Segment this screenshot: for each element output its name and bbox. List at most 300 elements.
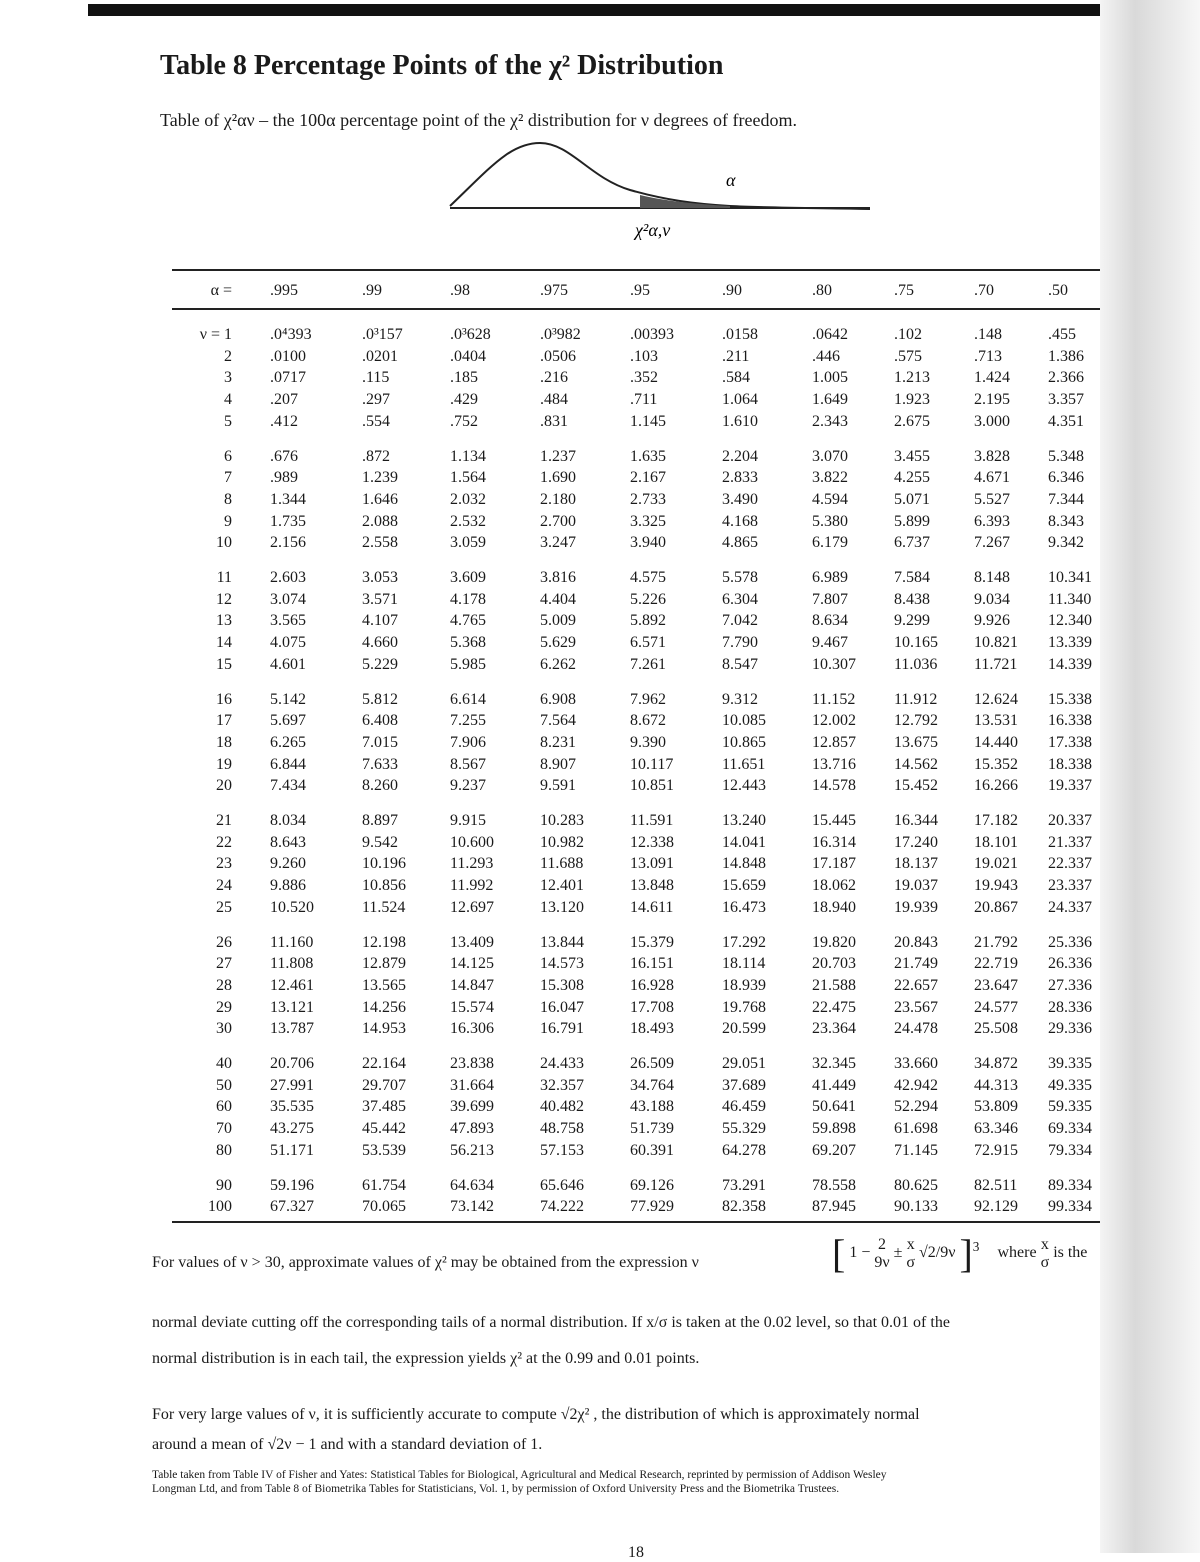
table-cell: 12.338	[630, 833, 674, 851]
table-cell: 4.594	[812, 490, 848, 508]
table-cell: 8.260	[362, 777, 398, 795]
table-cell: .297	[362, 391, 390, 409]
table-cell: 78.558	[812, 1176, 856, 1194]
table-cell: 1.424	[974, 369, 1010, 387]
chi-label: χ²α,ν	[635, 220, 671, 240]
table-cell: 59.196	[270, 1176, 314, 1194]
table-cell: 22.657	[894, 976, 938, 994]
table-cell: 69.207	[812, 1141, 856, 1159]
table-cell: 6.614	[450, 690, 486, 708]
table-cell: 15.659	[722, 877, 766, 895]
table-cell: 27.336	[1048, 976, 1092, 994]
table-cell: .0³982	[540, 326, 581, 343]
table-cell: 19.037	[894, 877, 938, 895]
table-cell: 6.571	[630, 634, 666, 652]
table-cell: 3.455	[894, 447, 930, 465]
table-cell: 2.156	[270, 534, 306, 552]
table-cell: 18.137	[894, 855, 938, 873]
table-cell: 24.337	[1048, 898, 1092, 916]
table-row	[172, 612, 1100, 634]
table-cell: .211	[722, 347, 750, 365]
table-cell: 10.341	[1048, 569, 1092, 586]
degrees-of-freedom-cell: 29	[216, 998, 232, 1016]
table-row	[172, 691, 1100, 713]
table-cell: .207	[270, 391, 298, 409]
table-cell: 1.005	[812, 369, 848, 387]
source-note-line-1: Table taken from Table IV of Fisher and Yates: Statistical Tables for Biological, Agricultural and Medical Research, reprinted by permission of Addison Wesley	[152, 1469, 887, 1481]
table-cell: 12.340	[1048, 612, 1092, 630]
table-cell: 22.475	[812, 998, 856, 1016]
degrees-of-freedom-cell: 4	[224, 391, 232, 409]
table-cell: 29.336	[1048, 1020, 1092, 1038]
table-cell: 70.065	[362, 1198, 406, 1216]
source-note-line-2: Longman Ltd, and from Table 8 of Biometrika Tables for Statisticians, Vol. 1, by permission of Oxford University Press and the Biometrika Trustees.	[152, 1483, 840, 1495]
table-cell: 34.764	[630, 1076, 674, 1094]
table-cell: 8.672	[630, 712, 666, 730]
table-cell: 13.565	[362, 976, 406, 994]
table-cell: 25.336	[1048, 933, 1092, 951]
table-cell: 5.226	[630, 590, 666, 608]
column-header: .995	[270, 282, 298, 299]
degrees-of-freedom-cell: 9	[224, 512, 232, 530]
table-cell: 18.493	[630, 1020, 674, 1038]
table-cell: 3.828	[974, 447, 1010, 465]
table-cell: 7.434	[270, 777, 306, 795]
table-cell: 4.765	[450, 612, 486, 630]
degrees-of-freedom-cell: 17	[216, 712, 232, 730]
table-cell: 19.820	[812, 933, 856, 951]
table-cell: 8.231	[540, 733, 576, 751]
table-cell: 13.716	[812, 755, 856, 773]
table-cell: 7.906	[450, 733, 486, 751]
table-cell: 64.278	[722, 1141, 766, 1159]
table-cell: 27.991	[270, 1076, 314, 1094]
table-cell: 23.364	[812, 1020, 856, 1038]
table-row	[172, 777, 1100, 799]
table-cell: 29.051	[722, 1055, 766, 1072]
degrees-of-freedom-cell: 80	[216, 1141, 232, 1159]
table-cell: 77.929	[630, 1198, 674, 1216]
table-cell: 18.114	[722, 955, 766, 973]
table-cell: 17.240	[894, 833, 938, 851]
table-cell: 45.442	[362, 1120, 406, 1138]
column-header: .98	[450, 282, 470, 299]
table-cell: 50.641	[812, 1098, 856, 1116]
table-cell: 51.739	[630, 1120, 674, 1138]
table-cell: 8.897	[362, 812, 398, 829]
table-cell: 6.408	[362, 712, 398, 730]
table-row	[172, 877, 1100, 899]
table-cell: 9.034	[974, 590, 1010, 608]
table-cell: 69.126	[630, 1176, 674, 1194]
table-cell: 15.452	[894, 777, 938, 795]
page-number: 18	[628, 1544, 644, 1561]
table-cell: 13.120	[540, 898, 584, 916]
table-cell: 3.490	[722, 490, 758, 508]
table-cell: 3.571	[362, 590, 398, 608]
table-cell: 13.531	[974, 712, 1018, 730]
table-cell: 22.337	[1048, 855, 1092, 873]
table-cell: 1.344	[270, 490, 306, 508]
table-cell: 5.985	[450, 655, 486, 673]
table-header-row	[172, 282, 1100, 304]
table-cell: 11.912	[894, 690, 938, 708]
table-cell: 7.790	[722, 634, 758, 652]
table-cell: 26.509	[630, 1055, 674, 1072]
table-cell: 3.565	[270, 612, 306, 630]
table-cell: 13.848	[630, 877, 674, 895]
table-cell: .0717	[270, 369, 306, 387]
table-cell: 12.461	[270, 976, 314, 994]
table-row	[172, 712, 1100, 734]
table-cell: 4.255	[894, 469, 930, 487]
table-cell: 8.034	[270, 812, 306, 829]
table-cell: 1.237	[540, 447, 576, 465]
table-cell: 21.588	[812, 976, 856, 994]
table-cell: 20.843	[894, 933, 938, 951]
column-header: .75	[894, 282, 914, 299]
table-cell: 6.393	[974, 512, 1010, 530]
table-cell: 59.898	[812, 1120, 856, 1138]
table-cell: .0³157	[362, 326, 403, 343]
table-cell: 6.989	[812, 569, 848, 586]
table-cell: 2.733	[630, 490, 666, 508]
table-cell: 60.391	[630, 1141, 674, 1159]
table-cell: 2.366	[1048, 369, 1084, 387]
table-cell: 10.085	[722, 712, 766, 730]
table-cell: 69.334	[1048, 1120, 1092, 1138]
degrees-of-freedom-cell: 6	[224, 447, 232, 465]
degrees-of-freedom-cell: ν = 1	[199, 326, 232, 343]
table-cell: 43.188	[630, 1098, 674, 1116]
table-cell: 79.334	[1048, 1141, 1092, 1159]
table-row	[172, 955, 1100, 977]
table-cell: 19.768	[722, 998, 766, 1016]
table-row	[172, 1077, 1100, 1099]
table-cell: 17.182	[974, 812, 1018, 829]
table-cell: 1.610	[722, 412, 758, 430]
table-cell: 44.313	[974, 1076, 1018, 1094]
table-cell: 49.335	[1048, 1076, 1092, 1094]
table-cell: 23.838	[450, 1055, 494, 1072]
table-cell: 2.088	[362, 512, 398, 530]
table-cell: 1.064	[722, 391, 758, 409]
table-cell: 17.338	[1048, 733, 1092, 751]
table-cell: 4.107	[362, 612, 398, 630]
table-cell: .115	[362, 369, 390, 387]
table-cell: 8.343	[1048, 512, 1084, 530]
table-row	[172, 369, 1100, 391]
degrees-of-freedom-cell: 3	[224, 369, 232, 387]
degrees-of-freedom-cell: 21	[216, 812, 232, 829]
alpha-label: α	[726, 170, 736, 190]
table-cell: 35.535	[270, 1098, 314, 1116]
table-cell: 25.508	[974, 1020, 1018, 1038]
table-cell: 46.459	[722, 1098, 766, 1116]
table-row	[172, 391, 1100, 413]
table-cell: 5.697	[270, 712, 306, 730]
table-cell: 7.261	[630, 655, 666, 673]
degrees-of-freedom-cell: 20	[216, 777, 232, 795]
table-cell: 5.527	[974, 490, 1010, 508]
table-cell: 12.002	[812, 712, 856, 730]
table-cell: 3.059	[450, 534, 486, 552]
table-cell: 12.624	[974, 690, 1018, 708]
table-cell: 87.945	[812, 1198, 856, 1216]
table-cell: 74.222	[540, 1198, 584, 1216]
table-cell: 18.101	[974, 833, 1018, 851]
table-cell: 6.179	[812, 534, 848, 552]
table-cell: 14.440	[974, 733, 1018, 751]
table-cell: 16.266	[974, 777, 1018, 795]
page-top-border	[88, 4, 1110, 16]
table-cell: 10.851	[630, 777, 674, 795]
table-row	[172, 534, 1100, 556]
table-cell: 13.339	[1048, 634, 1092, 652]
table-cell: 28.336	[1048, 998, 1092, 1016]
table-cell: 14.578	[812, 777, 856, 795]
table-cell: 11.293	[450, 855, 494, 873]
table-top-rule	[172, 269, 1100, 271]
table-cell: 9.886	[270, 877, 306, 895]
table-row	[172, 569, 1100, 591]
table-cell: 3.822	[812, 469, 848, 487]
table-cell: 5.812	[362, 690, 398, 708]
table-cell: 2.532	[450, 512, 486, 530]
degrees-of-freedom-cell: 22	[216, 833, 232, 851]
table-cell: .676	[270, 447, 298, 465]
table-cell: 9.312	[722, 690, 758, 708]
degrees-of-freedom-cell: 16	[216, 690, 232, 708]
table-cell: 11.688	[540, 855, 584, 873]
table-cell: 8.148	[974, 569, 1010, 586]
table-cell: 8.634	[812, 612, 848, 630]
table-cell: 82.358	[722, 1198, 766, 1216]
table-cell: 2.558	[362, 534, 398, 552]
table-cell: 13.844	[540, 933, 584, 951]
table-cell: .484	[540, 391, 568, 409]
table-cell: 7.255	[450, 712, 486, 730]
table-cell: 5.380	[812, 512, 848, 530]
table-cell: 2.195	[974, 391, 1010, 409]
degrees-of-freedom-cell: 15	[216, 655, 232, 673]
table-row	[172, 934, 1100, 956]
table-cell: 13.121	[270, 998, 314, 1016]
table-cell: 53.809	[974, 1098, 1018, 1116]
table-cell: 14.125	[450, 955, 494, 973]
table-row	[172, 591, 1100, 613]
table-cell: 19.337	[1048, 777, 1092, 795]
degrees-of-freedom-cell: 25	[216, 898, 232, 916]
table-cell: 15.445	[812, 812, 856, 829]
table-cell: 37.485	[362, 1098, 406, 1116]
table-cell: 3.357	[1048, 391, 1084, 409]
table-cell: 4.660	[362, 634, 398, 652]
table-cell: 17.708	[630, 998, 674, 1016]
table-cell: 18.939	[722, 976, 766, 994]
footer-line-5: around a mean of √2ν − 1 and with a standard deviation of 1.	[152, 1436, 543, 1453]
table-cell: 4.671	[974, 469, 1010, 487]
footer-line-2: normal deviate cutting off the corresponding tails of a normal distribution. If x/σ is taken at the 0.02 level, so that 0.01 of the	[152, 1314, 950, 1331]
table-cell: 20.867	[974, 898, 1018, 916]
table-cell: 11.036	[894, 655, 938, 673]
table-cell: 9.542	[362, 833, 398, 851]
table-cell: 10.520	[270, 898, 314, 916]
degrees-of-freedom-cell: 11	[216, 569, 232, 586]
table-cell: 2.700	[540, 512, 576, 530]
table-cell: 3.053	[362, 569, 398, 586]
table-cell: 9.591	[540, 777, 576, 795]
table-cell: 55.329	[722, 1120, 766, 1138]
table-cell: 12.443	[722, 777, 766, 795]
table-cell: 63.346	[974, 1120, 1018, 1138]
table-cell: .148	[974, 326, 1002, 343]
table-cell: 3.609	[450, 569, 486, 586]
table-cell: 13.787	[270, 1020, 314, 1038]
table-cell: 41.449	[812, 1076, 856, 1094]
table-row	[172, 1020, 1100, 1042]
table-cell: 14.562	[894, 755, 938, 773]
table-cell: 2.675	[894, 412, 930, 430]
table-cell: 39.335	[1048, 1055, 1092, 1072]
degrees-of-freedom-cell: 13	[216, 612, 232, 630]
table-cell: 16.344	[894, 812, 938, 829]
table-cell: 12.792	[894, 712, 938, 730]
table-cell: 7.015	[362, 733, 398, 751]
table-cell: 11.340	[1048, 590, 1092, 608]
table-cell: .185	[450, 369, 478, 387]
table-cell: 10.600	[450, 833, 494, 851]
table-row	[172, 977, 1100, 999]
table-cell: 21.749	[894, 955, 938, 973]
degrees-of-freedom-cell: 26	[216, 933, 232, 951]
degrees-of-freedom-cell: 18	[216, 733, 232, 751]
table-cell: 14.611	[630, 898, 674, 916]
table-cell: 1.145	[630, 412, 666, 430]
table-cell: 1.735	[270, 512, 306, 530]
table-cell: 15.379	[630, 933, 674, 951]
table-cell: 5.071	[894, 490, 930, 508]
table-row	[172, 656, 1100, 678]
table-cell: 67.327	[270, 1198, 314, 1216]
table-cell: 65.646	[540, 1176, 584, 1194]
table-cell: 2.180	[540, 490, 576, 508]
table-cell: 6.844	[270, 755, 306, 773]
table-cell: 3.074	[270, 590, 306, 608]
table-cell: .429	[450, 391, 478, 409]
degrees-of-freedom-cell: 23	[216, 855, 232, 873]
table-cell: 16.306	[450, 1020, 494, 1038]
degrees-of-freedom-cell: 28	[216, 976, 232, 994]
table-cell: 8.907	[540, 755, 576, 773]
table-cell: 5.009	[540, 612, 576, 630]
table-cell: 5.578	[722, 569, 758, 586]
table-row	[172, 326, 1100, 348]
table-cell: .711	[630, 391, 658, 409]
degrees-of-freedom-cell: 30	[216, 1020, 232, 1038]
table-cell: 51.171	[270, 1141, 314, 1159]
table-cell: 17.187	[812, 855, 856, 873]
table-cell: 12.697	[450, 898, 494, 916]
table-cell: 7.042	[722, 612, 758, 630]
table-cell: 5.892	[630, 612, 666, 630]
column-header: .70	[974, 282, 994, 299]
table-cell: 12.857	[812, 733, 856, 751]
table-row	[172, 756, 1100, 778]
table-cell: .831	[540, 412, 568, 430]
column-header: .99	[362, 282, 382, 299]
table-cell: 4.351	[1048, 412, 1084, 430]
table-cell: 3.325	[630, 512, 666, 530]
table-cell: 39.699	[450, 1098, 494, 1116]
table-cell: 11.992	[450, 877, 494, 895]
table-cell: 9.299	[894, 612, 930, 630]
footer-line-4: For very large values of ν, it is sufficiently accurate to compute √2χ² , the distribution of which is approximately normal	[152, 1406, 920, 1423]
table-cell: 6.908	[540, 690, 576, 708]
table-cell: 2.603	[270, 569, 306, 586]
table-cell: .216	[540, 369, 568, 387]
degrees-of-freedom-cell: 10	[216, 534, 232, 552]
table-cell: 7.807	[812, 590, 848, 608]
table-cell: .103	[630, 347, 658, 365]
table-cell: 16.473	[722, 898, 766, 916]
table-cell: 82.511	[974, 1176, 1018, 1194]
table-cell: 9.260	[270, 855, 306, 873]
table-cell: 23.567	[894, 998, 938, 1016]
table-cell: 57.153	[540, 1141, 584, 1159]
table-cell: 22.164	[362, 1055, 406, 1072]
table-cell: .989	[270, 469, 298, 487]
table-cell: 19.943	[974, 877, 1018, 895]
table-cell: .713	[974, 347, 1002, 365]
approximation-formula: [ 1 − 2 9ν ± x σ √2/9ν ]$^3$ where x σ is the	[832, 1231, 1088, 1276]
table-cell: 10.165	[894, 634, 938, 652]
degrees-of-freedom-cell: 27	[216, 955, 232, 973]
table-header-rule	[172, 308, 1100, 310]
table-cell: 14.847	[450, 976, 494, 994]
table-cell: 5.348	[1048, 447, 1084, 465]
table-cell: 19.021	[974, 855, 1018, 873]
table-cell: .584	[722, 369, 750, 387]
table-cell: 52.294	[894, 1098, 938, 1116]
degrees-of-freedom-cell: 90	[216, 1176, 232, 1194]
table-cell: .575	[894, 347, 922, 365]
degrees-of-freedom-cell: 50	[216, 1076, 232, 1094]
table-cell: .554	[362, 412, 390, 430]
footer-line-3: normal distribution is in each tail, the expression yields χ² at the 0.99 and 0.01 points.	[152, 1350, 700, 1367]
degrees-of-freedom-cell: 70	[216, 1120, 232, 1138]
table-cell: .0642	[812, 326, 848, 343]
table-cell: 11.152	[812, 690, 856, 708]
table-cell: .752	[450, 412, 478, 430]
table-cell: 6.265	[270, 733, 306, 751]
table-cell: 90.133	[894, 1198, 938, 1216]
table-cell: 14.339	[1048, 655, 1092, 673]
table-row	[172, 1055, 1100, 1077]
table-cell: .0⁴393	[270, 326, 312, 343]
table-cell: 13.240	[722, 812, 766, 829]
degrees-of-freedom-cell: 60	[216, 1098, 232, 1116]
table-cell: 16.928	[630, 976, 674, 994]
column-header: .95	[630, 282, 650, 299]
table-cell: 7.344	[1048, 490, 1084, 508]
table-row	[172, 855, 1100, 877]
degrees-of-freedom-cell: 19	[216, 755, 232, 773]
table-cell: 33.660	[894, 1055, 938, 1072]
table-cell: 4.601	[270, 655, 306, 673]
table-cell: 13.091	[630, 855, 674, 873]
table-cell: 64.634	[450, 1176, 494, 1194]
